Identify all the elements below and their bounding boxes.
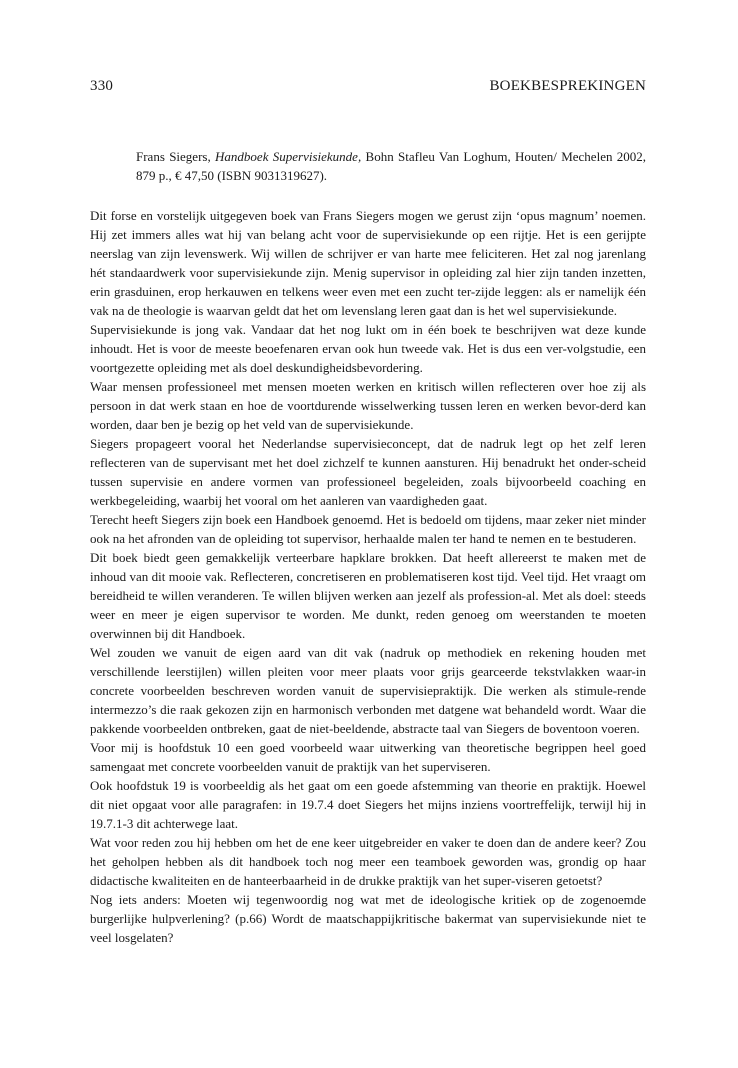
paragraph: Voor mij is hoofdstuk 10 een goed voorbeeld waar uitwerking van theoretische begrippen heel goed samengaat met concrete voorbeelden vanuit de praktijk van het superviseren. bbox=[90, 740, 646, 774]
page-number: 330 bbox=[90, 78, 114, 94]
citation-title: Handboek Supervisiekunde, bbox=[215, 149, 362, 164]
paragraph: Waar mensen professioneel met mensen moeten werken en kritisch willen reflecteren over hoe zij als persoon in dat werk staan en hoe de voortdurende wisselwerking tussen leren en werken bevor-derd kan worden, daar ben je bezig op het veld van de supervisiekunde. bbox=[90, 379, 646, 432]
section-title: BOEKBESPREKINGEN bbox=[489, 78, 646, 94]
paragraph: Supervisiekunde is jong vak. Vandaar dat het nog lukt om in één boek te beschrijven wat deze kunde inhoudt. Het is voor de meeste beoefenaren ervan ook hun tweede vak. Het is dus een ver-volgstudie, een voortgezette opleiding met als doel deskundigheidsbevordering. bbox=[90, 322, 646, 375]
review-body bbox=[90, 206, 646, 947]
paragraph: Wat voor reden zou hij hebben om het de ene keer uitgebreider en vaker te doen dan de andere keer? Zou het geholpen hebben als dit handboek toch nog meer een teamboek geworden was, grondig op haar didactische kwaliteiten en de hanteerbaarheid in de drukke praktijk van het super-viseren getoetst? bbox=[90, 835, 646, 888]
book-citation bbox=[136, 147, 646, 185]
citation-publisher: Bohn Stafleu Van Loghum, Houten/ Mechelen 2002, 879 p., € 47,50 (ISBN 9031319627). bbox=[136, 149, 647, 183]
page bbox=[90, 78, 646, 947]
paragraph: Dit boek biedt geen gemakkelijk verteerbare hapklare brokken. Dat heeft allereerst te maken met de inhoud van dit mooie vak. Reflecteren, concretiseren en problematiseren kost tijd. Veel tijd. Het vraagt om bereidheid te willen veranderen. Te willen blijven werken aan jezelf als profession-al. Met als doel: steeds weer en meer je eigen supervisor te worden. Me dunkt, reden genoeg om weerstanden te moeten overwinnen bij dit Handboek. bbox=[90, 550, 646, 641]
paragraph: Terecht heeft Siegers zijn boek een Handboek genoemd. Het is bedoeld om tijdens, maar zeker niet minder ook na het afronden van de opleiding tot supervisor, herhaalde malen ter hand te nemen en te bestuderen. bbox=[90, 512, 646, 546]
citation-author: Frans Siegers, bbox=[136, 149, 211, 164]
paragraph: Siegers propageert vooral het Nederlandse supervisieconcept, dat de nadruk legt op het zelf leren reflecteren van de supervisant met het doel zichzelf te kunnen aansturen. Hij benadrukt het onder-scheid tussen supervisie en andere vormen van professioneel begeleiden, zoals bijvoorbeeld coaching en werkbegeleiding, waarbij het vooral om het aanleren van vaardigheden gaat. bbox=[90, 436, 646, 508]
paragraph: Wel zouden we vanuit de eigen aard van dit vak (nadruk op methodiek en rekening houden met verschillende leerstijlen) willen pleiten voor meer plaats voor grijs gearceerde tekstvlakken waar-in concrete voorbeelden beschreven worden vanuit de supervisiepraktijk. Die werken als stimule-rende intermezzo’s die raak gekozen zijn en harmonisch verbonden met datgene wat behandeld wordt. Waar die pakkende voorbeelden ontbreken, gaat de niet-beeldende, abstracte taal van Siegers de boventoon voeren. bbox=[90, 645, 646, 736]
paragraph: Dit forse en vorstelijk uitgegeven boek van Frans Siegers mogen we gerust zijn ‘opus magnum’ noemen. Hij zet immers alles wat hij van belang acht voor de supervisiekunde op een rijtje. Het is een gerijpte neerslag van zijn levenswerk. Wij willen de schrijver er van harte mee feliciteren. Het zal nog jarenlang hét standaardwerk voor supervisiekunde zijn. Menig supervisor in opleiding zal hier zijn tanden inzetten, erin grasduinen, erop herkauwen en telkens weer even met een zucht ter-zijde leggen: als er namelijk één vak na de theologie is waarvan geldt dat het om levenslang leren gaat dan is het wel supervisiekunde. bbox=[90, 208, 646, 318]
running-header bbox=[90, 78, 646, 100]
paragraph: Ook hoofdstuk 19 is voorbeeldig als het gaat om een goede afstemming van theorie en praktijk. Hoewel dit niet opgaat voor alle paragrafen: in 19.7.4 doet Siegers het mijns inziens voortreffelijk, terwijl hij in 19.7.1-3 dit achterwege laat. bbox=[90, 778, 646, 831]
paragraph: Nog iets anders: Moeten wij tegenwoordig nog wat met de ideologische kritiek op de zogenoemde burgerlijke hulpverlening? (p.66) Wordt de maatschappijkritische bakermat van supervisiekunde niet te veel losgelaten? bbox=[90, 892, 646, 945]
